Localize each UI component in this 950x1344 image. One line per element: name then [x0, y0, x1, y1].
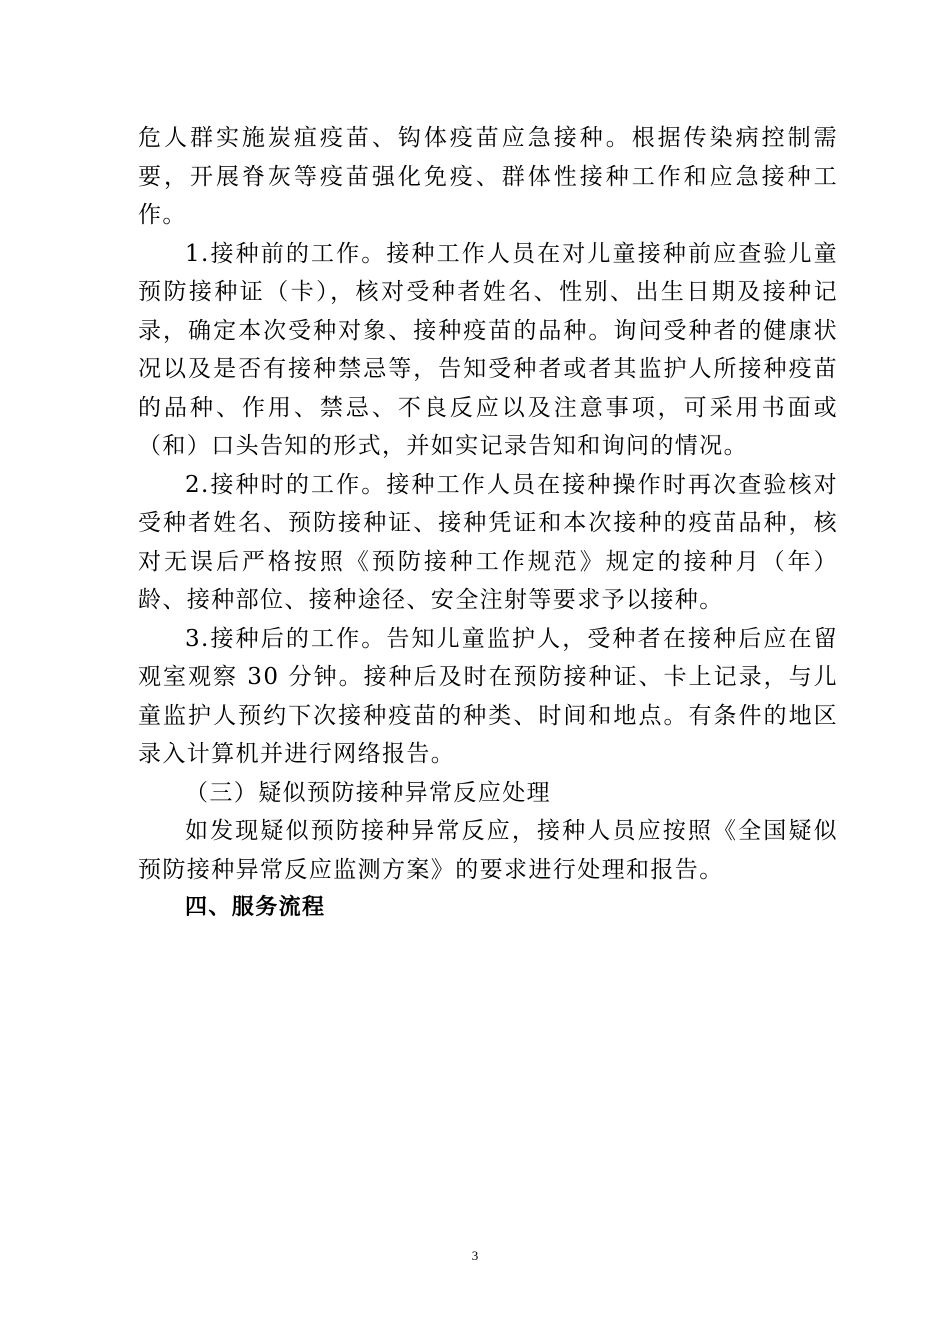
- document-body: [138, 119, 838, 928]
- section-heading: 四、服务流程: [185, 895, 326, 920]
- page-number: 3: [471, 1248, 479, 1263]
- paragraph-adverse-reaction: 如发现疑似预防接种异常反应，接种人员应按照《全国疑似预防接种异常反应监测方案》的要求进行处理和报告。: [138, 818, 838, 883]
- subsection-heading: （三）疑似预防接种异常反应处理: [185, 779, 551, 806]
- paragraph-during-vaccination: 2.接种时的工作。接种工作人员在接种操作时再次查验核对受种者姓名、预防接种证、接种凭证和本次接种的疫苗品种，核对无误后严格按照《预防接种工作规范》规定的接种月（年）龄、接种部位、接种途径、安全注射等要求予以接种。: [138, 471, 838, 613]
- paragraph-continuation: 危人群实施炭疽疫苗、钩体疫苗应急接种。根据传染病控制需要，开展脊灰等疫苗强化免疫、群体性接种工作和应急接种工作。: [138, 125, 838, 228]
- paragraph-before-vaccination: 1.接种前的工作。接种工作人员在对儿童接种前应查验儿童预防接种证（卡），核对受种者姓名、性别、出生日期及接种记录，确定本次受种对象、接种疫苗的品种。询问受种者的健康状况以及是否有接种禁忌等，告知受种者或者其监护人所接种疫苗的品种、作用、禁忌、不良反应以及注意事项，可采用书面或（和）口头告知的形式，并如实记录告知和询问的情况。: [138, 240, 838, 459]
- paragraph-after-vaccination: 3.接种后的工作。告知儿童监护人，受种者在接种后应在留观室观察 30 分钟。接种后及时在预防接种证、卡上记录，与儿童监护人预约下次接种疫苗的种类、时间和地点。有条件的地区录入计算机并进行网络报告。: [138, 625, 838, 767]
